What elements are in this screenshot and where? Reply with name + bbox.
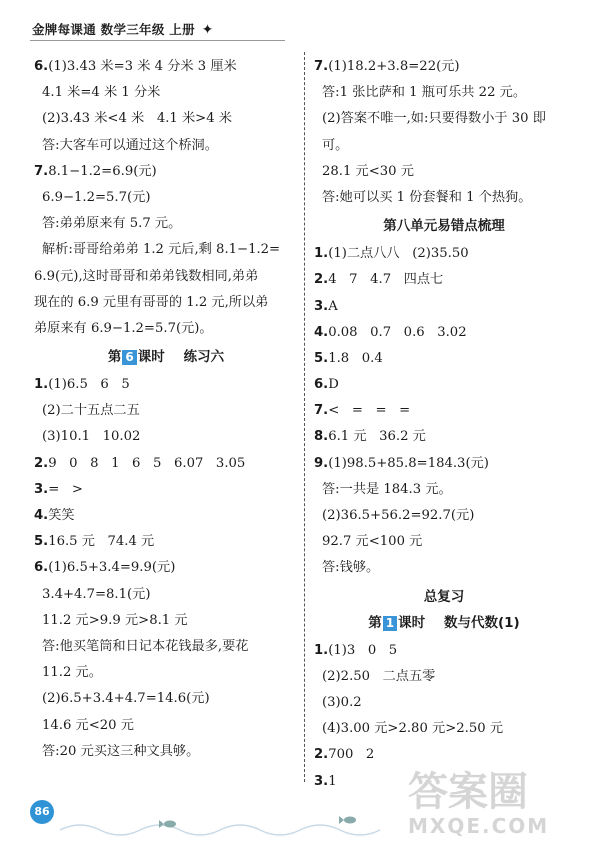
answer-text: 1	[328, 773, 337, 789]
question-number: 7.	[314, 403, 329, 419]
answer-line	[314, 716, 574, 742]
answer-text: 笑笑	[48, 508, 75, 523]
answer-text: (1)3 0 5	[328, 642, 398, 658]
question-number: 7.	[314, 59, 329, 74]
answer-line	[314, 159, 574, 185]
answer-text: (2)36.5+56.2=92.7(元)	[322, 508, 475, 523]
answer-text: 8.1−1.2=6.9(元)	[48, 163, 157, 179]
answer-line	[314, 267, 574, 293]
book-title: 金牌每课通 数学三年级 上册	[32, 22, 195, 37]
answer-text: (1)二点八八 (2)35.50	[328, 246, 469, 262]
answer-line	[34, 211, 298, 237]
answer-text: 答:一共是 184.3 元。	[322, 481, 452, 497]
question-number: 8.	[314, 429, 329, 445]
answer-line	[314, 54, 574, 80]
answer-line	[314, 664, 574, 690]
header-rule	[30, 40, 285, 41]
answer-line	[34, 290, 298, 316]
answer-line	[34, 264, 298, 290]
answer-text: 6.9(元),这时哥哥和弟弟钱数相同,弟弟	[34, 268, 259, 284]
answer-line	[34, 686, 298, 712]
answer-text: = >	[48, 481, 83, 497]
answer-text: 4.1 米=4 米 1 分米	[42, 85, 161, 101]
answer-text: (1)98.5+85.8=184.3(元)	[328, 455, 489, 471]
question-number: 6.	[34, 560, 49, 576]
answer-line	[34, 159, 298, 185]
answer-line	[314, 638, 574, 664]
answer-text: 答:20 元买这三种文具够。	[42, 743, 200, 759]
answer-line	[34, 424, 298, 450]
answer-line	[34, 503, 298, 529]
answer-text: (1)6.5 6 5	[48, 377, 130, 393]
page-number: 86	[30, 800, 54, 824]
answer-text: (2)2.50 二点五零	[322, 668, 436, 684]
answer-text: 16.5 元 74.4 元	[48, 534, 155, 550]
answer-text: 11.2 元。	[42, 665, 102, 681]
right-column	[314, 54, 574, 795]
answer-line	[34, 555, 298, 581]
answer-text: (1)3.43 米=3 米 4 分米 3 厘米	[48, 59, 237, 74]
answer-line	[314, 372, 574, 398]
answer-line	[314, 451, 574, 477]
lesson-title: 第 6 课时 练习六	[107, 349, 225, 366]
answer-text: 92.7 元<100 元	[322, 534, 423, 550]
answer-line	[34, 660, 298, 686]
answer-line	[314, 320, 574, 346]
answer-text: 弟原来有 6.9−1.2=5.7(元)。	[34, 320, 213, 336]
answer-text: (4)3.00 元>2.80 元>2.50 元	[322, 721, 504, 737]
answer-line	[34, 54, 298, 80]
answer-line	[34, 398, 298, 424]
lesson-number-badge: 6	[122, 350, 136, 365]
column-divider	[304, 52, 305, 782]
answer-line	[314, 241, 574, 267]
answer-text: 11.2 元>9.9 元>8.1 元	[42, 612, 188, 628]
answer-text: 4 7 4.7 四点七	[328, 272, 444, 288]
answer-line	[314, 294, 574, 320]
left-column	[34, 54, 298, 765]
question-number: 5.	[34, 534, 49, 550]
wave-fish-decoration	[60, 800, 390, 840]
question-number: 3.	[314, 298, 329, 314]
answer-line	[34, 634, 298, 660]
answer-text: 答:弟弟原来有 5.7 元。	[42, 216, 182, 232]
question-number: 2.	[34, 455, 49, 471]
answer-line	[314, 690, 574, 716]
answer-list	[314, 54, 574, 211]
question-number: 4.	[314, 324, 329, 340]
answer-line	[314, 80, 574, 106]
answer-line	[34, 316, 298, 342]
answer-text: 0.08 0.7 0.6 3.02	[328, 324, 467, 340]
answer-text: 28.1 元<30 元	[322, 163, 414, 179]
watermark: 答案圈 MXQE.COM	[408, 769, 550, 838]
answer-line	[314, 742, 574, 768]
question-number: 6.	[34, 59, 49, 74]
answer-list	[34, 54, 298, 342]
answer-line	[34, 529, 298, 555]
section-title: 第八单元易错点梳理	[383, 218, 505, 235]
answer-line	[34, 713, 298, 739]
book-header	[32, 20, 214, 38]
question-number: 7.	[34, 163, 49, 179]
answer-line	[34, 451, 298, 477]
answer-list	[314, 241, 574, 581]
answer-line	[34, 739, 298, 765]
answer-text: (2)3.43 米<4 米 4.1 米>4 米	[42, 111, 232, 127]
answer-text: 答:他买笔筒和日记本花钱最多,要花	[42, 638, 249, 654]
answer-line	[34, 80, 298, 106]
question-number: 1.	[314, 642, 329, 658]
answer-text: A	[328, 298, 338, 314]
star-icon: ✦	[201, 22, 214, 38]
answer-text: 答:钱够。	[322, 560, 380, 576]
answer-text: < = = =	[328, 403, 411, 419]
answer-text: 6.1 元 36.2 元	[328, 429, 426, 445]
answer-line	[34, 237, 298, 263]
answer-line	[34, 106, 298, 132]
answer-list	[34, 372, 298, 765]
review-title: 总复习	[423, 588, 465, 605]
answer-text: 9 0 8 1 6 5 6.07 3.05	[48, 455, 246, 471]
question-number: 2.	[314, 272, 329, 288]
question-number: 2.	[314, 747, 329, 763]
answer-text: (2)答案不唯一,如:只要得数小于 30 即	[322, 111, 546, 127]
answer-line	[314, 555, 574, 581]
answer-text: (2)二十五点二五	[42, 403, 140, 419]
answer-text: (3)10.1 10.02	[42, 429, 141, 445]
answer-line	[314, 529, 574, 555]
answer-text: (1)6.5+3.4=9.9(元)	[48, 560, 176, 576]
lesson-title: 第 1 课时 数与代数(1)	[368, 614, 520, 631]
question-number: 4.	[34, 508, 49, 523]
answer-line	[314, 424, 574, 450]
answer-line	[314, 346, 574, 372]
answer-text: 1.8 0.4	[328, 350, 383, 366]
answer-text: 6.9−1.2=5.7(元)	[42, 189, 151, 205]
lesson-number-badge: 1	[383, 616, 397, 631]
answer-text: 现在的 6.9 元里有哥哥的 1.2 元,所以弟	[34, 294, 269, 310]
question-number: 9.	[314, 455, 329, 471]
answer-line	[314, 477, 574, 503]
answer-text: 解析:哥哥给弟弟 1.2 元后,剩 8.1−1.2=	[42, 242, 281, 258]
answer-line	[34, 582, 298, 608]
answer-text: (2)6.5+3.4+4.7=14.6(元)	[42, 691, 210, 707]
answer-text: 可。	[322, 137, 349, 153]
answer-text: 14.6 元<20 元	[42, 717, 134, 733]
answer-text: (1)18.2+3.8=22(元)	[328, 59, 460, 74]
question-number: 3.	[34, 481, 49, 497]
answer-line	[314, 185, 574, 211]
answer-line	[34, 477, 298, 503]
answer-line	[34, 372, 298, 398]
question-number: 1.	[314, 246, 329, 262]
answer-text: 答:大客车可以通过这个桥洞。	[42, 137, 218, 153]
answer-text: 答:她可以买 1 份套餐和 1 个热狗。	[322, 189, 532, 205]
answer-line	[314, 133, 574, 159]
answer-text: 答:1 张比萨和 1 瓶可乐共 22 元。	[322, 85, 527, 101]
answer-line	[314, 106, 574, 132]
answer-line	[314, 503, 574, 529]
answer-line	[314, 398, 574, 424]
answer-text: D	[328, 377, 339, 393]
question-number: 1.	[34, 377, 49, 393]
answer-line	[34, 608, 298, 634]
answer-line	[34, 185, 298, 211]
question-number: 3.	[314, 773, 329, 789]
answer-text: 3.4+4.7=8.1(元)	[42, 586, 151, 602]
question-number: 6.	[314, 377, 329, 393]
answer-line	[34, 133, 298, 159]
answer-text: 700 2	[328, 747, 375, 763]
answer-text: (3)0.2	[322, 694, 362, 710]
question-number: 5.	[314, 350, 329, 366]
